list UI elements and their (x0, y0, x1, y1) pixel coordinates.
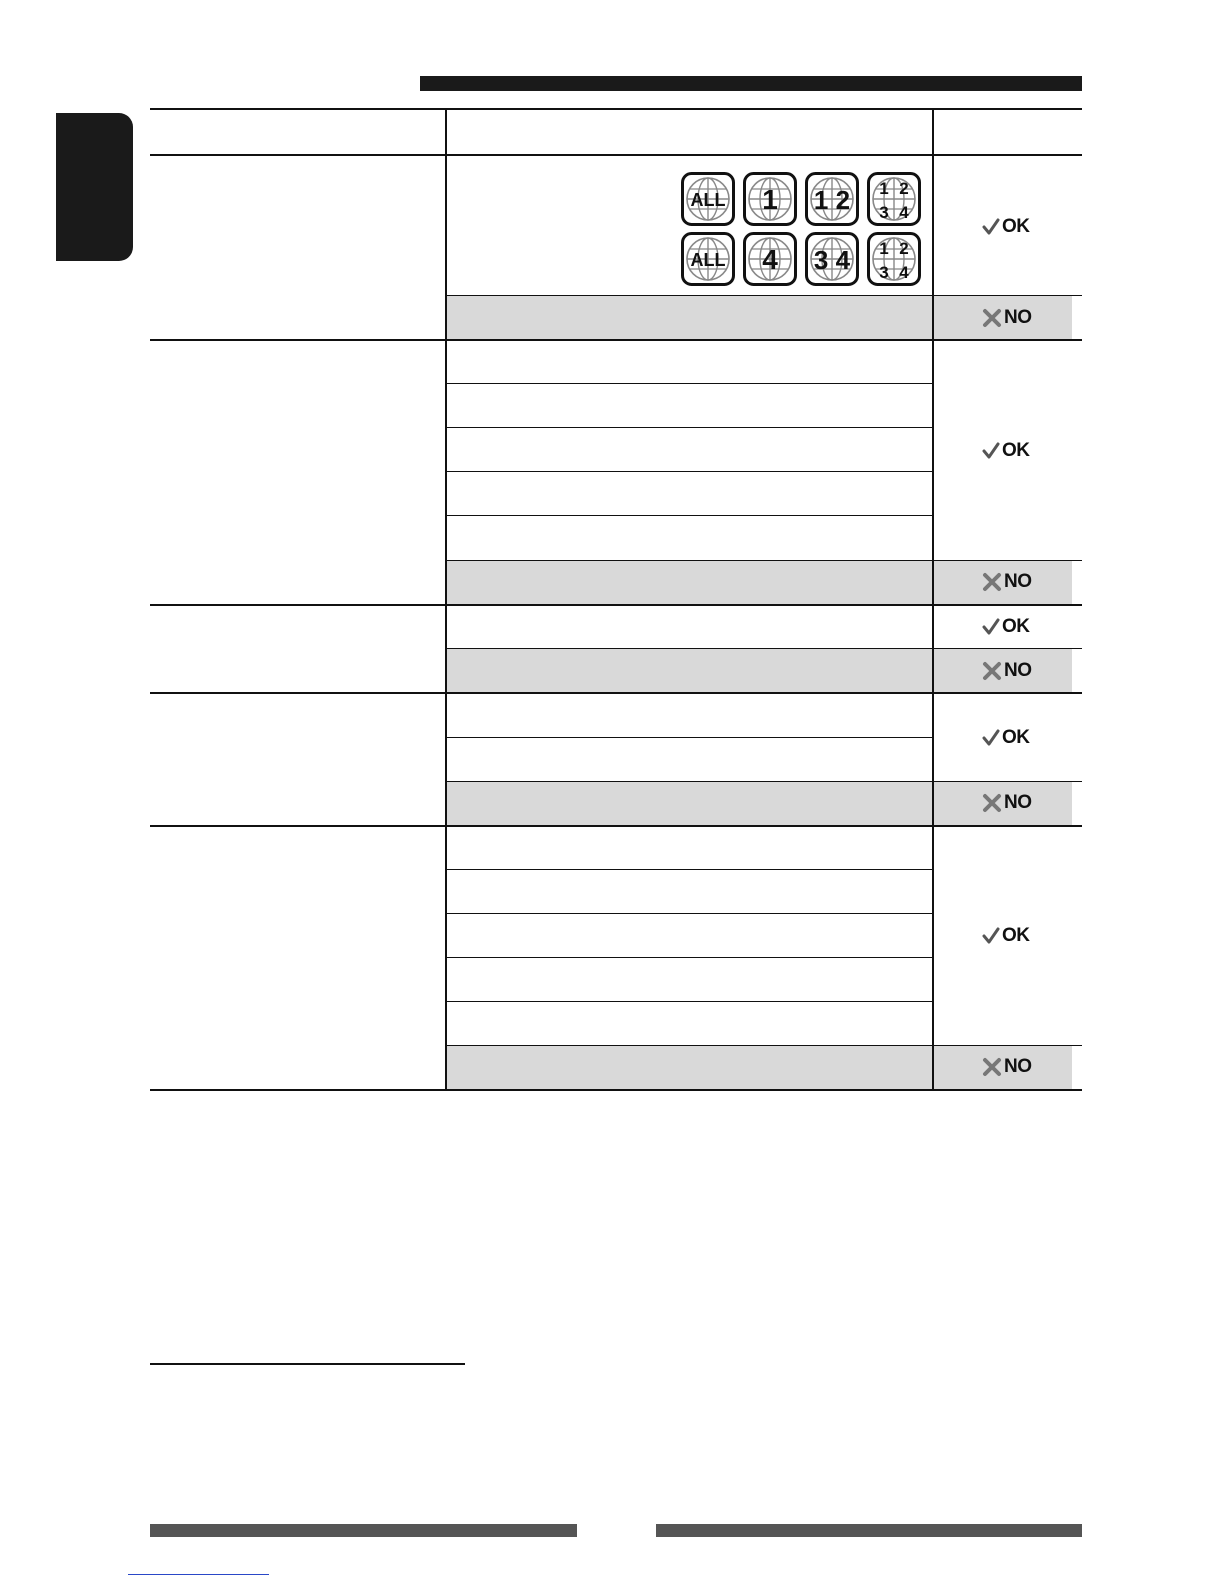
column-divider (445, 108, 447, 1090)
region-digit: 4 (899, 263, 909, 282)
no-badge (982, 791, 1052, 815)
group-rule (150, 604, 1082, 606)
ok-badge (982, 924, 1052, 948)
region-label: ALL (690, 190, 726, 210)
column-divider (932, 108, 934, 1090)
footnote-rule (150, 1363, 465, 1365)
region-label: 3 4 (813, 245, 851, 275)
region-4-icon (743, 232, 797, 286)
row-rule (446, 471, 932, 472)
no-row-shade (446, 781, 1072, 825)
check-icon (982, 618, 1000, 636)
check-icon (982, 442, 1000, 460)
region-1-2-3-4-icon (867, 232, 921, 286)
no-row-shade (446, 295, 1072, 339)
ok-badge (982, 615, 1052, 639)
cross-icon (982, 1057, 1002, 1077)
region-3-4-icon (805, 232, 859, 286)
ok-label: OK (1002, 440, 1030, 461)
no-label: NO (1004, 307, 1032, 328)
row-rule (446, 515, 932, 516)
table-top-rule (150, 108, 1082, 110)
ok-label: OK (1002, 616, 1030, 637)
ok-label: OK (1002, 216, 1030, 237)
row-rule (446, 913, 932, 914)
no-row-shade (446, 1045, 1072, 1089)
no-label: NO (1004, 660, 1032, 681)
no-badge (982, 659, 1052, 683)
row-rule (446, 383, 932, 384)
no-label: NO (1004, 792, 1032, 813)
ok-label: OK (1002, 925, 1030, 946)
no-row-shade (446, 560, 1072, 604)
region-label: 4 (762, 244, 778, 275)
no-badge (982, 570, 1052, 594)
ok-label: OK (1002, 727, 1030, 748)
region-digit: 4 (899, 203, 909, 222)
region-1-2-icon (805, 172, 859, 226)
row-rule (446, 869, 932, 870)
group-rule (150, 692, 1082, 694)
group-rule (150, 339, 1082, 341)
region-digit: 1 (879, 179, 889, 198)
cross-icon (982, 793, 1002, 813)
row-rule (446, 648, 1082, 649)
ok-badge (982, 215, 1052, 239)
cross-icon (982, 308, 1002, 328)
region-digit: 2 (899, 239, 909, 258)
region-all-icon (681, 172, 735, 226)
row-rule (446, 957, 932, 958)
row-rule (446, 1001, 932, 1002)
row-rule (446, 1045, 1082, 1046)
region-label: ALL (690, 250, 726, 270)
region-all-icon (681, 232, 735, 286)
region-digit: 3 (879, 203, 889, 222)
region-1-2-3-4-icon (867, 172, 921, 226)
row-rule (446, 427, 932, 428)
region-label: 1 2 (813, 185, 851, 215)
group-rule (150, 825, 1082, 827)
region-1-icon (743, 172, 797, 226)
no-row-shade (446, 648, 1072, 692)
no-badge (982, 306, 1052, 330)
region-label: 1 (762, 184, 778, 215)
row-rule (446, 295, 1082, 296)
no-label: NO (1004, 1056, 1032, 1077)
row-rule (446, 560, 1082, 561)
header-bar (420, 76, 1082, 91)
footer-bar-left (150, 1524, 577, 1537)
cross-icon (982, 661, 1002, 681)
region-digit: 2 (899, 179, 909, 198)
ok-badge (982, 439, 1052, 463)
table-bottom-rule (150, 1089, 1082, 1091)
footer-bar-right (656, 1524, 1082, 1537)
region-digit: 1 (879, 239, 889, 258)
region-digit: 3 (879, 263, 889, 282)
check-icon (982, 729, 1000, 747)
check-icon (982, 218, 1000, 236)
header-bottom-rule (150, 154, 1082, 156)
row-rule (446, 737, 932, 738)
language-tab (56, 113, 133, 261)
no-badge (982, 1055, 1052, 1079)
no-label: NO (1004, 571, 1032, 592)
page-link-underline[interactable] (128, 1574, 269, 1575)
check-icon (982, 927, 1000, 945)
row-rule (446, 781, 1082, 782)
cross-icon (982, 572, 1002, 592)
ok-badge (982, 726, 1052, 750)
